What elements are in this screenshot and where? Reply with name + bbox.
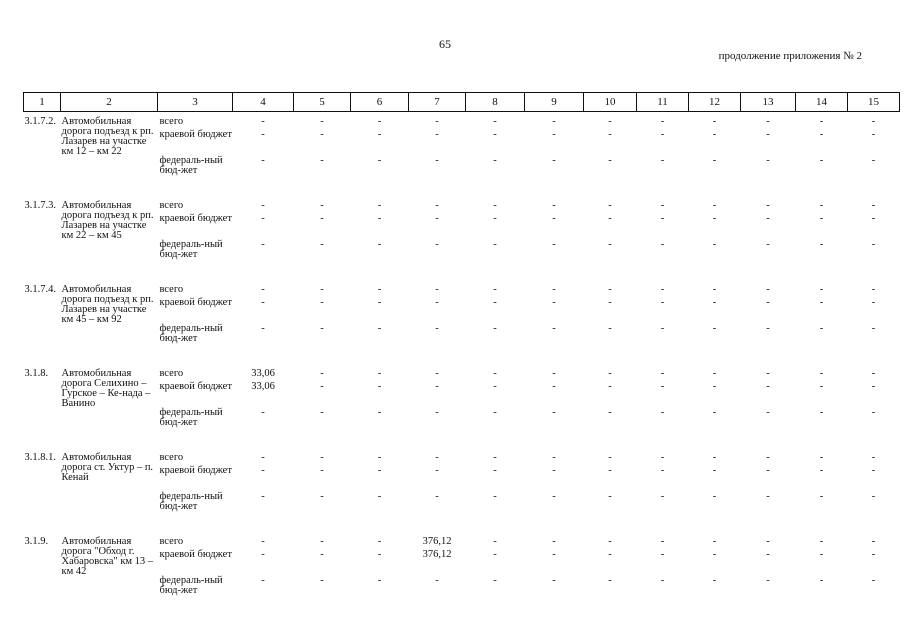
value-cell: - — [660, 451, 665, 463]
value-cell: - — [871, 238, 876, 250]
value-cell: - — [871, 464, 876, 476]
column-header: 9 — [525, 93, 584, 112]
value-cell: - — [712, 322, 717, 334]
value-cell: - — [320, 406, 324, 418]
value-cell: - — [871, 154, 876, 166]
value-cell: 376,12 — [422, 535, 452, 547]
value-cell: - — [608, 451, 612, 463]
row-number: 3.1.7.3. — [24, 199, 56, 211]
value-cell: - — [320, 574, 324, 586]
value-cell: - — [377, 548, 382, 560]
table-row — [24, 448, 900, 464]
value-cell: - — [660, 128, 665, 140]
value-cell: - — [435, 367, 439, 379]
value-cell: - — [660, 380, 665, 392]
value-cell: - — [261, 322, 265, 334]
value-cell: - — [766, 322, 770, 334]
value-cell: - — [377, 490, 382, 502]
value-cell: - — [819, 296, 824, 308]
column-header: 10 — [584, 93, 637, 112]
value-cell: - — [435, 238, 439, 250]
road-name: Автомобильная дорога подъезд к рп. Лазарев на участке км 45 – км 92 — [61, 283, 154, 325]
value-cell: - — [320, 451, 324, 463]
value-cell: - — [261, 199, 265, 211]
value-cell: - — [552, 406, 556, 418]
value-cell: - — [377, 283, 382, 295]
value-cell: - — [766, 296, 770, 308]
value-cell: - — [377, 380, 382, 392]
value-cell: - — [435, 464, 439, 476]
column-header: 4 — [233, 93, 294, 112]
funding-source: всего — [159, 451, 184, 463]
value-cell: - — [712, 199, 717, 211]
value-cell: - — [819, 367, 824, 379]
column-header: 13 — [741, 93, 796, 112]
column-header: 7 — [409, 93, 466, 112]
value-cell: - — [819, 212, 824, 224]
value-cell: - — [608, 380, 612, 392]
value-cell: - — [766, 380, 770, 392]
value-cell: - — [712, 535, 717, 547]
value-cell: - — [608, 535, 612, 547]
value-cell: - — [552, 464, 556, 476]
value-cell: - — [435, 574, 439, 586]
column-header: 1 — [24, 93, 61, 112]
value-cell: - — [819, 406, 824, 418]
funding-source: всего — [159, 199, 184, 211]
value-cell: - — [819, 128, 824, 140]
road-name: Автомобильная дорога Селихино – Гурское – Ке-нада – Ванино — [61, 367, 151, 409]
value-cell: - — [660, 322, 665, 334]
value-cell: - — [608, 406, 612, 418]
value-cell: - — [552, 199, 556, 211]
value-cell: - — [712, 574, 717, 586]
funding-source: федераль-ный бюд-жет — [159, 238, 223, 260]
value-cell: - — [320, 464, 324, 476]
value-cell: - — [608, 283, 612, 295]
value-cell: - — [435, 380, 439, 392]
table-row — [24, 280, 900, 296]
value-cell: - — [608, 490, 612, 502]
value-cell: - — [712, 128, 717, 140]
value-cell: - — [435, 116, 439, 127]
value-cell: - — [261, 406, 265, 418]
funding-source: краевой бюджет — [159, 212, 232, 224]
value-cell: - — [819, 116, 824, 127]
value-cell: - — [608, 212, 612, 224]
value-cell: - — [608, 128, 612, 140]
value-cell: - — [766, 154, 770, 166]
value-cell: - — [320, 322, 324, 334]
value-cell: - — [320, 154, 324, 166]
value-cell: - — [320, 380, 324, 392]
road-name: Автомобильная дорога подъезд к рп. Лазарев на участке км 12 – км 22 — [61, 116, 154, 157]
row-number: 3.1.7.4. — [24, 283, 56, 295]
value-cell: - — [493, 535, 497, 547]
value-cell: - — [552, 296, 556, 308]
value-cell: - — [552, 451, 556, 463]
value-cell: - — [435, 406, 439, 418]
value-cell: - — [871, 451, 876, 463]
value-cell: - — [377, 154, 382, 166]
column-header: 14 — [796, 93, 848, 112]
value-cell: - — [766, 548, 770, 560]
value-cell: - — [819, 238, 824, 250]
value-cell: - — [712, 116, 717, 127]
value-cell: - — [435, 128, 439, 140]
value-cell: - — [261, 238, 265, 250]
value-cell: - — [552, 548, 556, 560]
value-cell: - — [435, 322, 439, 334]
value-cell: - — [819, 464, 824, 476]
value-cell: - — [493, 116, 497, 127]
value-cell: - — [552, 212, 556, 224]
value-cell: - — [377, 116, 382, 127]
value-cell: - — [660, 283, 665, 295]
value-cell: - — [261, 154, 265, 166]
value-cell: - — [320, 212, 324, 224]
budget-table — [23, 92, 900, 616]
value-cell: - — [660, 238, 665, 250]
value-cell: - — [552, 238, 556, 250]
value-cell: - — [552, 154, 556, 166]
value-cell: 33,06 — [251, 367, 275, 379]
column-header: 2 — [61, 93, 158, 112]
funding-source: всего — [159, 283, 184, 295]
value-cell: - — [552, 535, 556, 547]
value-cell: - — [493, 283, 497, 295]
value-cell: - — [871, 406, 876, 418]
value-cell: - — [712, 367, 717, 379]
column-header: 3 — [158, 93, 233, 112]
value-cell: 376,12 — [422, 548, 452, 560]
value-cell: - — [712, 296, 717, 308]
value-cell: - — [819, 380, 824, 392]
value-cell: - — [712, 464, 717, 476]
value-cell: - — [712, 406, 717, 418]
value-cell: - — [320, 296, 324, 308]
column-header: 8 — [466, 93, 525, 112]
value-cell: - — [261, 451, 265, 463]
value-cell: - — [766, 464, 770, 476]
value-cell: - — [608, 574, 612, 586]
value-cell: - — [871, 283, 876, 295]
value-cell: - — [608, 464, 612, 476]
value-cell: - — [766, 574, 770, 586]
value-cell: - — [871, 380, 876, 392]
funding-source: краевой бюджет — [159, 464, 232, 476]
value-cell: - — [493, 548, 497, 560]
value-cell: - — [660, 116, 665, 127]
value-cell: - — [435, 199, 439, 211]
value-cell: - — [766, 212, 770, 224]
value-cell: - — [660, 548, 665, 560]
value-cell: - — [261, 574, 265, 586]
value-cell: - — [552, 367, 556, 379]
value-cell: - — [493, 406, 497, 418]
value-cell: - — [552, 283, 556, 295]
header-row — [24, 93, 900, 112]
value-cell: - — [871, 490, 876, 502]
value-cell: - — [377, 212, 382, 224]
value-cell: - — [320, 367, 324, 379]
column-header: 6 — [351, 93, 409, 112]
value-cell: - — [493, 322, 497, 334]
value-cell: - — [819, 535, 824, 547]
value-cell: - — [819, 283, 824, 295]
value-cell: - — [871, 548, 876, 560]
value-cell: - — [660, 212, 665, 224]
value-cell: - — [660, 464, 665, 476]
value-cell: - — [608, 296, 612, 308]
value-cell: - — [608, 199, 612, 211]
table-row — [24, 532, 900, 548]
column-header: 12 — [689, 93, 741, 112]
value-cell: - — [435, 154, 439, 166]
value-cell: - — [377, 322, 382, 334]
value-cell: - — [261, 128, 265, 140]
page-number: 65 — [439, 37, 451, 51]
funding-source: всего — [159, 535, 184, 547]
value-cell: - — [766, 406, 770, 418]
value-cell: - — [819, 199, 824, 211]
value-cell: - — [712, 212, 717, 224]
value-cell: - — [712, 548, 717, 560]
value-cell: - — [493, 154, 497, 166]
funding-source: всего — [159, 367, 184, 379]
value-cell: 33,06 — [251, 380, 275, 392]
value-cell: - — [660, 154, 665, 166]
value-cell: - — [819, 574, 824, 586]
value-cell: - — [493, 296, 497, 308]
value-cell: - — [660, 406, 665, 418]
value-cell: - — [493, 380, 497, 392]
value-cell: - — [660, 490, 665, 502]
value-cell: - — [261, 535, 265, 547]
value-cell: - — [871, 212, 876, 224]
value-cell: - — [320, 128, 324, 140]
value-cell: - — [871, 128, 876, 140]
value-cell: - — [493, 238, 497, 250]
road-name: Автомобильная дорога "Обход г. Хабаровска" км 13 – км 42 — [61, 535, 154, 577]
value-cell: - — [320, 238, 324, 250]
value-cell: - — [871, 574, 876, 586]
value-cell: - — [660, 574, 665, 586]
value-cell: - — [712, 154, 717, 166]
table-row — [24, 196, 900, 212]
value-cell: - — [608, 154, 612, 166]
value-cell: - — [493, 199, 497, 211]
value-cell: - — [766, 128, 770, 140]
value-cell: - — [493, 490, 497, 502]
value-cell: - — [871, 322, 876, 334]
value-cell: - — [608, 548, 612, 560]
funding-source: краевой бюджет — [159, 548, 232, 560]
value-cell: - — [377, 128, 382, 140]
value-cell: - — [435, 212, 439, 224]
value-cell: - — [377, 535, 382, 547]
value-cell: - — [819, 548, 824, 560]
funding-source: краевой бюджет — [159, 128, 232, 140]
value-cell: - — [712, 490, 717, 502]
value-cell: - — [608, 116, 612, 127]
value-cell: - — [435, 490, 439, 502]
value-cell: - — [819, 322, 824, 334]
value-cell: - — [320, 283, 324, 295]
value-cell: - — [660, 296, 665, 308]
value-cell: - — [552, 128, 556, 140]
row-number: 3.1.7.2. — [24, 116, 56, 127]
value-cell: - — [819, 490, 824, 502]
value-cell: - — [871, 116, 876, 127]
value-cell: - — [552, 490, 556, 502]
value-cell: - — [493, 464, 497, 476]
value-cell: - — [766, 283, 770, 295]
value-cell: - — [435, 283, 439, 295]
column-header: 15 — [848, 93, 900, 112]
value-cell: - — [320, 199, 324, 211]
value-cell: - — [493, 451, 497, 463]
value-cell: - — [660, 535, 665, 547]
value-cell: - — [261, 296, 265, 308]
value-cell: - — [435, 451, 439, 463]
table-row — [24, 112, 900, 128]
value-cell: - — [871, 199, 876, 211]
value-cell: - — [377, 238, 382, 250]
table-body — [24, 112, 900, 616]
value-cell: - — [608, 238, 612, 250]
value-cell: - — [766, 535, 770, 547]
table-row — [24, 364, 900, 380]
value-cell: - — [552, 380, 556, 392]
value-cell: - — [766, 116, 770, 127]
funding-source: федераль-ный бюд-жет — [159, 406, 223, 428]
value-cell: - — [871, 296, 876, 308]
value-cell: - — [552, 322, 556, 334]
value-cell: - — [552, 116, 556, 127]
value-cell: - — [493, 574, 497, 586]
row-number: 3.1.8.1. — [24, 451, 56, 463]
value-cell: - — [377, 451, 382, 463]
value-cell: - — [819, 154, 824, 166]
value-cell: - — [608, 322, 612, 334]
road-name: Автомобильная дорога ст. Уктур – п. Кенай — [61, 451, 154, 483]
value-cell: - — [660, 199, 665, 211]
value-cell: - — [766, 238, 770, 250]
value-cell: - — [766, 451, 770, 463]
column-header: 11 — [637, 93, 689, 112]
value-cell: - — [377, 296, 382, 308]
continuation-note: продолжение приложения № 2 — [718, 50, 862, 62]
value-cell: - — [261, 116, 265, 127]
value-cell: - — [712, 380, 717, 392]
value-cell: - — [493, 212, 497, 224]
value-cell: - — [819, 451, 824, 463]
value-cell: - — [377, 367, 382, 379]
value-cell: - — [712, 283, 717, 295]
column-header: 5 — [294, 93, 351, 112]
funding-source: краевой бюджет — [159, 296, 232, 308]
value-cell: - — [377, 406, 382, 418]
value-cell: - — [377, 574, 382, 586]
value-cell: - — [493, 128, 497, 140]
value-cell: - — [552, 574, 556, 586]
value-cell: - — [493, 367, 497, 379]
value-cell: - — [766, 199, 770, 211]
value-cell: - — [712, 451, 717, 463]
funding-source: федераль-ный бюд-жет — [159, 322, 223, 344]
road-name: Автомобильная дорога подъезд к рп. Лазарев на участке км 22 – км 45 — [61, 199, 154, 241]
value-cell: - — [766, 367, 770, 379]
value-cell: - — [320, 548, 324, 560]
funding-source: краевой бюджет — [159, 380, 232, 392]
value-cell: - — [320, 535, 324, 547]
value-cell: - — [608, 367, 612, 379]
value-cell: - — [435, 296, 439, 308]
value-cell: - — [261, 490, 265, 502]
funding-source: всего — [159, 116, 184, 127]
value-cell: - — [320, 490, 324, 502]
value-cell: - — [871, 367, 876, 379]
value-cell: - — [261, 548, 265, 560]
value-cell: - — [766, 490, 770, 502]
value-cell: - — [377, 199, 382, 211]
value-cell: - — [377, 464, 382, 476]
value-cell: - — [320, 116, 324, 127]
value-cell: - — [261, 283, 265, 295]
row-number: 3.1.8. — [24, 367, 49, 379]
row-number: 3.1.9. — [24, 535, 49, 547]
value-cell: - — [261, 464, 265, 476]
funding-source: федераль-ный бюд-жет — [159, 154, 223, 176]
funding-source: федераль-ный бюд-жет — [159, 574, 223, 596]
funding-source: федераль-ный бюд-жет — [159, 490, 223, 512]
value-cell: - — [871, 535, 876, 547]
value-cell: - — [261, 212, 265, 224]
value-cell: - — [660, 367, 665, 379]
value-cell: - — [712, 238, 717, 250]
